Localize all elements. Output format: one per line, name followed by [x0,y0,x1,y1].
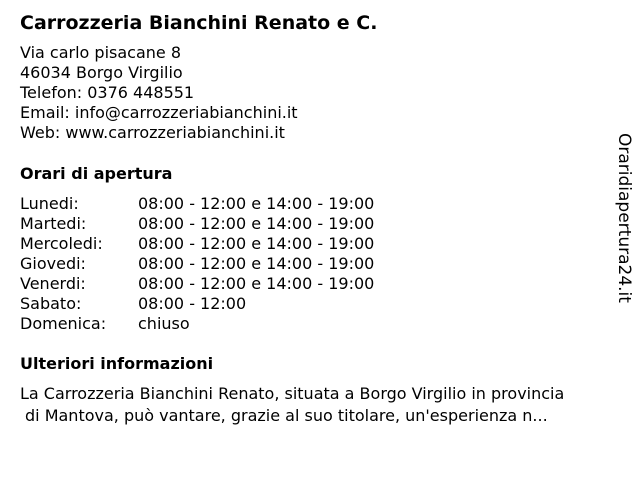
description-line-2: di Mantova, può vantare, grazie al suo titolare, un'esperienza n... [25,406,548,425]
hours-row-tuesday [20,214,440,234]
hours-row-friday [20,274,440,294]
day-label: Domenica: [20,314,107,333]
further-info-heading: Ulteriori informazioni [20,354,214,373]
time-value: chiuso [138,314,190,333]
address-line: Via carlo pisacane 8 [20,43,182,62]
day-label: Mercoledi: [20,234,103,253]
watermark-text: Oraridiapertura24.it [614,133,634,303]
email-line: Email: info@carrozzeriabianchini.it [20,103,298,122]
phone-line: Telefon: 0376 448551 [20,83,195,102]
day-label: Venerdi: [20,274,86,293]
time-value: 08:00 - 12:00 e 14:00 - 19:00 [138,194,375,213]
time-value: 08:00 - 12:00 e 14:00 - 19:00 [138,214,375,233]
business-name: Carrozzeria Bianchini Renato e C. [20,12,378,34]
description-line-1: La Carrozzeria Bianchini Renato, situata a Borgo Virgilio in provincia [20,384,565,403]
time-value: 08:00 - 12:00 e 14:00 - 19:00 [138,274,375,293]
day-label: Sabato: [20,294,82,313]
opening-hours-table [20,194,440,334]
description-text [20,383,620,427]
day-label: Martedi: [20,214,87,233]
day-label: Lunedi: [20,194,79,213]
city-line: 46034 Borgo Virgilio [20,63,183,82]
hours-row-thursday [20,254,440,274]
hours-row-sunday [20,314,440,334]
hours-row-saturday [20,294,440,314]
time-value: 08:00 - 12:00 [138,294,247,313]
watermark [611,133,637,313]
time-value: 08:00 - 12:00 e 14:00 - 19:00 [138,234,375,253]
opening-hours-heading: Orari di apertura [20,164,173,183]
contact-block [20,43,298,143]
web-line: Web: www.carrozzeriabianchini.it [20,123,285,142]
day-label: Giovedi: [20,254,86,273]
hours-row-monday [20,194,440,214]
time-value: 08:00 - 12:00 e 14:00 - 19:00 [138,254,375,273]
hours-row-wednesday [20,234,440,254]
